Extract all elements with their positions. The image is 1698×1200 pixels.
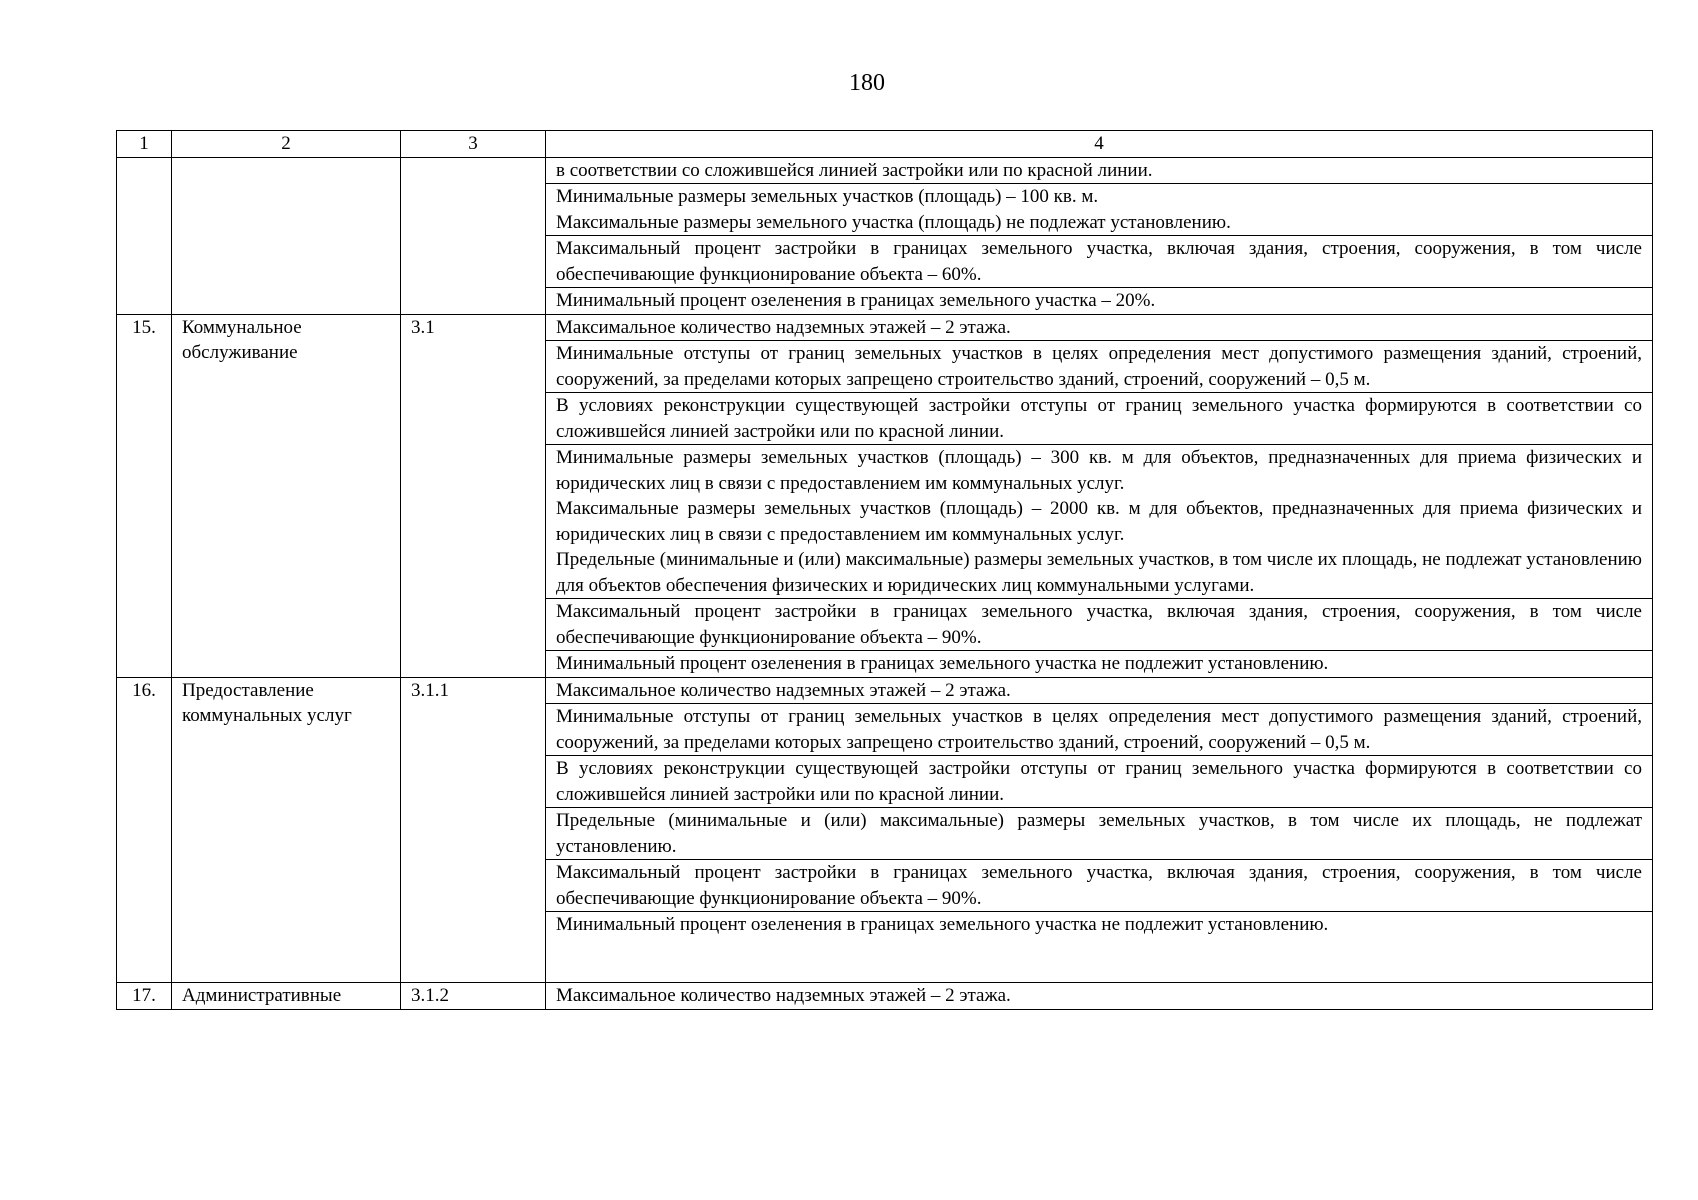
parameter-text: Предельные (минимальные и (или) максимальные) размеры земельных участков, в том числе их площадь, не подлежат установлению для объектов обеспечения физических и юридических лиц коммунальными услугами. [556,549,1642,596]
code-cell [401,157,546,314]
parameter-cell [546,651,1653,678]
parameter-text: Максимальное количество надземных этажей – 2 этажа. [556,985,1011,1006]
parameter-cell [546,677,1653,704]
parameter-cell [546,314,1653,341]
parameter-cell [546,704,1653,756]
parameter-cell [546,288,1653,315]
parameter-cell [546,756,1653,808]
table-header-row [117,131,1653,158]
parameter-text: Минимальные отступы от границ земельных участков в целях определения мест допустимого размещения зданий, строений, сооружений, за пределами которых запрещено строительство зданий, строений, сооружений – 0,5 м. [556,706,1642,753]
table-row [117,157,1653,184]
regulations-table [116,130,1653,1010]
parameter-cell [546,341,1653,393]
parameter-cell [546,184,1653,236]
code-cell: 3.1 [401,314,546,677]
parameter-text: В условиях реконструкции существующей застройки отступы от границ земельного участка формируются в соответствии со сложившейся линией застройки или по красной линии. [556,758,1642,805]
code-cell: 3.1.1 [401,677,546,983]
parameter-text: Минимальный процент озеленения в границах земельного участка не подлежит установлению. [556,653,1329,674]
parameter-cell [546,445,1653,599]
parameter-text: Предельные (минимальные и (или) максимальные) размеры земельных участков, в том числе их площадь, не подлежат установлению. [556,810,1642,857]
table-row [117,677,1653,704]
parameter-text: Максимальные размеры земельного участка (площадь) не подлежат установлению. [556,211,1231,233]
row-number-cell: 16. [117,677,172,983]
parameter-text: Максимальный процент застройки в границах земельного участка, включая здания, строения, сооружения, в том числе обеспечивающие функционирование объекта – 60%. [556,238,1642,285]
table-row [117,314,1653,341]
parameter-cell [546,599,1653,651]
row-number-cell: 15. [117,314,172,677]
parameter-cell [546,860,1653,912]
column-header: 2 [172,131,401,158]
parameter-cell [546,157,1653,184]
page-number: 180 [849,70,885,96]
column-header: 4 [546,131,1653,158]
use-type-cell: Административные [172,983,401,1010]
parameter-text: Минимальные размеры земельных участков (площадь) – 100 кв. м. [556,186,1099,207]
parameter-text: Максимальное количество надземных этажей – 2 этажа. [556,679,1011,701]
parameter-cell [546,236,1653,288]
row-number-cell: 17. [117,983,172,1010]
parameter-text: Максимальное количество надземных этажей – 2 этажа. [556,316,1011,338]
parameter-cell [546,912,1653,983]
parameter-text: Максимальный процент застройки в границах земельного участка, включая здания, строения, сооружения, в том числе обеспечивающие функционирование объекта – 90%. [556,862,1642,909]
table-row [117,983,1653,1010]
parameter-text: В условиях реконструкции существующей застройки отступы от границ земельного участка формируются в соответствии со сложившейся линией застройки или по красной линии. [556,395,1642,442]
column-header: 1 [117,131,172,158]
parameter-text: Максимальные размеры земельных участков (площадь) – 2000 кв. м для объектов, предназначенных для приема физических и юридических лиц в связи с предоставлением им коммунальных услуг. [556,498,1642,545]
use-type-cell [172,157,401,314]
column-header: 3 [401,131,546,158]
row-number-cell [117,157,172,314]
parameter-cell [546,808,1653,860]
code-cell: 3.1.2 [401,983,546,1010]
parameter-text: Максимальный процент застройки в границах земельного участка, включая здания, строения, сооружения, в том числе обеспечивающие функционирование объекта – 90%. [556,601,1642,648]
parameter-text: Минимальный процент озеленения в границах земельного участка – 20%. [556,290,1156,311]
parameter-text: Минимальные отступы от границ земельных участков в целях определения мест допустимого размещения зданий, строений, сооружений, за пределами которых запрещено строительство зданий, строений, сооружений – 0,5 м. [556,343,1642,390]
parameter-cell [546,393,1653,445]
parameter-text: в соответствии со сложившейся линией застройки или по красной линии. [556,159,1153,181]
use-type-cell: Коммунальное обслуживание [172,314,401,677]
use-type-cell: Предоставление коммунальных услуг [172,677,401,983]
parameter-text: Минимальный процент озеленения в границах земельного участка не подлежит установлению. [556,914,1329,935]
parameter-cell [546,983,1653,1010]
parameter-text: Минимальные размеры земельных участков (площадь) – 300 кв. м для объектов, предназначенных для приема физических и юридических лиц в связи с предоставлением им коммунальных услуг. [556,447,1642,494]
